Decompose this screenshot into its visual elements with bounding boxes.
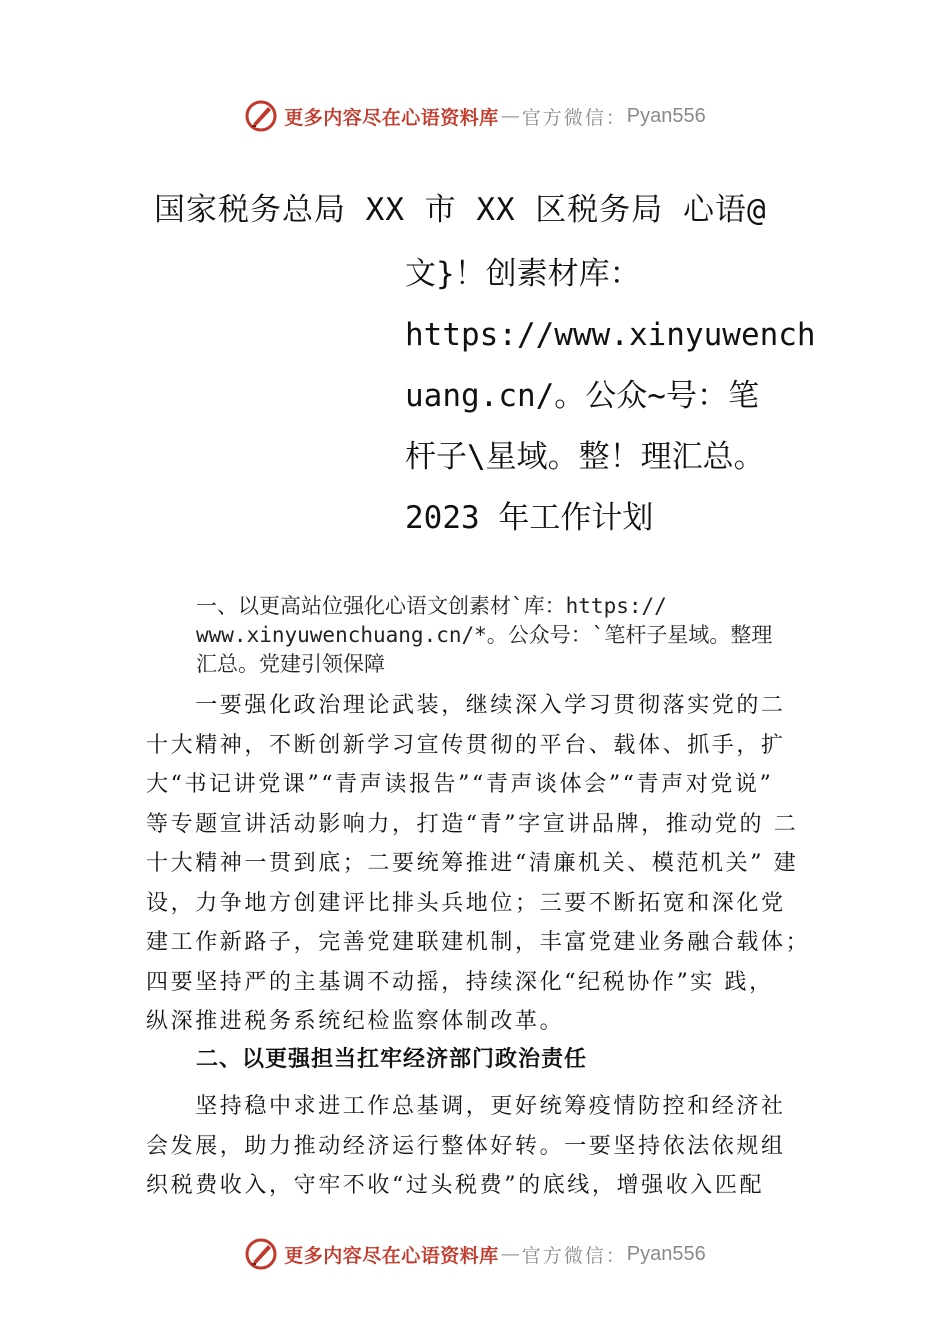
title-line: 杆子\星域。整！理汇总。 [405, 439, 765, 475]
title-line: https://www.xinyuwench [405, 317, 816, 353]
banner-wechat-label: 官方微信： [521, 106, 627, 129]
body-line: 等专题宣讲活动影响力，打造“青”字宣讲品牌，推动党的 二 [146, 811, 799, 837]
document-title-continuation [405, 244, 816, 549]
section-2-heading: 二、以更强担当扛牢经济部门政治责任 [196, 1047, 588, 1072]
title-line: uang.cn/。公众~号：笔 [405, 378, 759, 414]
banner-wechat-id: Pyan556 [626, 104, 706, 127]
body-line: 建工作新路子，完善党建联建机制，丰富党建业务融合载体； [146, 930, 811, 955]
document-title-line-1: 国家税务总局 XX 市 XX 区税务局 心语@ [154, 192, 767, 228]
header-watermark-banner [0, 96, 950, 136]
body-line: 纵深推进税务系统纪检监察体制改革。 [146, 1009, 565, 1034]
banner-text: 更多内容尽在心语资料库 [284, 106, 499, 129]
quill-seal-logo-icon [244, 99, 278, 133]
body-line: 会发展，助力推动经济运行整体好转。一要坚持依法依规组 [146, 1133, 786, 1159]
footer-watermark-banner [0, 1234, 950, 1274]
banner-wechat-label: 官方微信： [521, 1244, 627, 1267]
banner-separator: — [500, 105, 520, 127]
title-line: 2023 年工作计划 [405, 500, 654, 536]
body-line: 十大精神一贯到底；二要统筹推进“清廉机关、模范机关” 建 [146, 851, 799, 876]
section-1-heading-line: 汇总。党建引领保障 [196, 652, 385, 676]
body-line: 设，力争地方创建评比排头兵地位；三要不断拓宽和深化党 [146, 890, 786, 916]
body-line: 十大精神，不断创新学习宣传贯彻的平台、载体、抓手，扩 [146, 732, 786, 758]
banner-wechat-id: Pyan556 [626, 1242, 706, 1265]
section-1-heading-line: 一、以更高站位强化心语文创素材`库：https:// [196, 594, 667, 618]
section-1-body [146, 686, 826, 1042]
body-line: 大“书记讲党课”“青声读报告”“青声谈体会”“青声对党说” [146, 772, 774, 797]
section-2-body [146, 1087, 826, 1206]
body-line: 坚持稳中求进工作总基调，更好统筹疫情防控和经济社 [146, 1094, 786, 1119]
body-line: 织税费收入，守牢不收“过头税费”的底线，增强收入匹配 [146, 1173, 765, 1198]
body-line: 一要强化政治理论武装，继续深入学习贯彻落实党的二 [146, 693, 786, 718]
section-1-heading-line: www.xinyuwenchuang.cn/*。公众号：`笔杆子星域。整理 [196, 623, 773, 647]
title-line: 文}！创素材库： [405, 256, 641, 292]
banner-separator: — [500, 1243, 520, 1265]
banner-text: 更多内容尽在心语资料库 [284, 1244, 499, 1267]
body-line: 四要坚持严的主基调不动摇，持续深化“纪税协作”实 践， [146, 969, 774, 995]
section-1-heading [196, 592, 846, 679]
quill-seal-logo-icon [244, 1237, 278, 1271]
